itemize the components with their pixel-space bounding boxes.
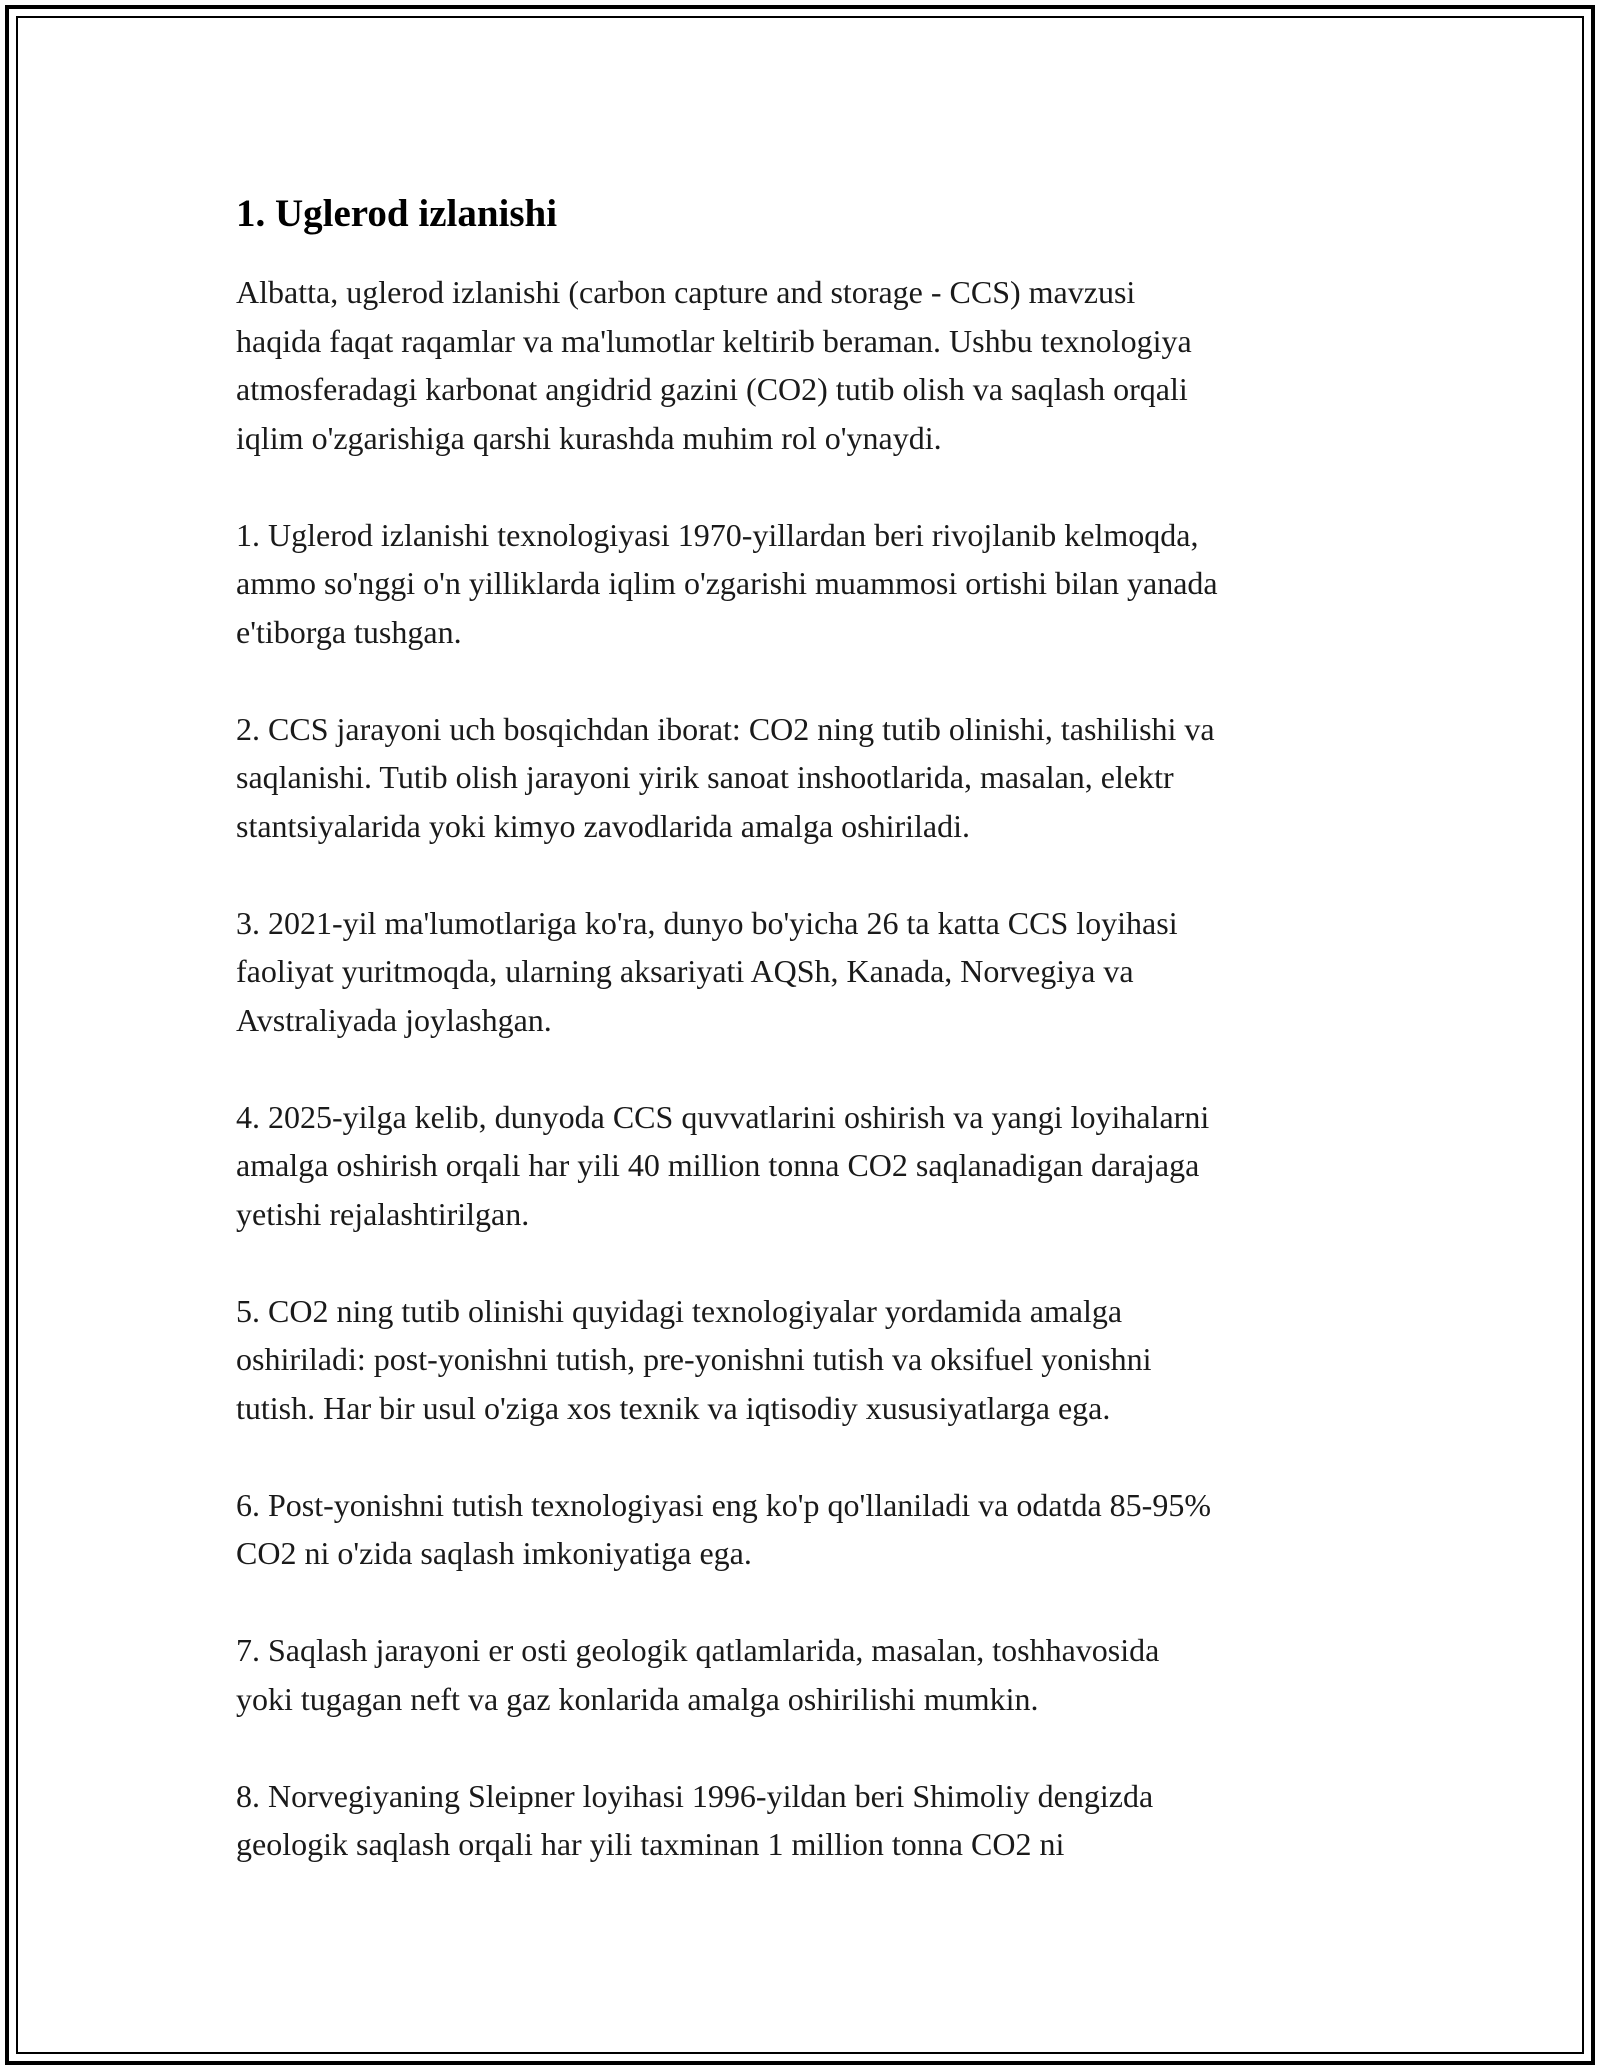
list-item-3: 3. 2021-yil ma'lumotlariga ko'ra, dunyo bo'yicha 26 ta katta CCS loyihasi faoliyat yuritmoqda, ularning aksariyati AQSh, Kanada, Norvegiya va Avstraliyada joylashgan. [236,904,1178,1038]
list-item-6: 6. Post-yonishni tutish texnologiyasi eng ko'p qo'llaniladi va odatda 85-95% CO2 ni o'zida saqlash imkoniyatiga ega. [236,1486,1211,1571]
list-item-7: 7. Saqlash jarayoni er osti geologik qatlamlarida, masalan, toshhavosida yoki tugagan neft va gaz konlarida amalga oshirilishi mumkin. [236,1632,1160,1717]
list-item-5: 5. CO2 ning tutib olinishi quyidagi texnologiyalar yordamida amalga oshiriladi: post-yonishni tutish, pre-yonishni tutish va oksifuel yonishni tutish. Har bir usul o'ziga xos texnik va iqtisodiy xususiyatlarga ega. [236,1292,1152,1426]
list-item-2: 2. CCS jarayoni uch bosqichdan iborat: CO2 ning tutib olinishi, tashilishi va saqlanishi. Tutib olish jarayoni yirik sanoat inshootlarida, masalan, elektr stantsiyalarida yoki kimyo zavodlarida amalga oshiriladi. [236,710,1215,844]
list-item-1: 1. Uglerod izlanishi texnologiyasi 1970-yillardan beri rivojlanib kelmoqda, ammo so'nggi o'n yilliklarda iqlim o'zgarishi muammosi ortishi bilan yanada e'tiborga tushgan. [236,516,1218,650]
intro-paragraph: Albatta, uglerod izlanishi (carbon capture and storage - CCS) mavzusi haqida faqat raqamlar va ma'lumotlar keltirib beraman. Ushbu texnologiya atmosferadagi karbonat angidrid gazini (CO2) tutib olish va saqlash orqali iqlim o'zgarishiga qarshi kurashda muhim rol o'ynaydi. [236,274,1192,456]
list-item-8: 8. Norvegiyaning Sleipner loyihasi 1996-yildan beri Shimoliy dengizda geologik saqlash orqali har yili taxminan 1 million tonna CO2 ni [236,1777,1154,1862]
page-title: 1. Uglerod izlanishi [236,192,558,235]
list-item-4: 4. 2025-yilga kelib, dunyoda CCS quvvatlarini oshirish va yangi loyihalarni amalga oshirish orqali har yili 40 million tonna CO2 saqlanadigan darajaga yetishi rejalashtirilgan. [236,1098,1210,1232]
document-body [236,190,1366,1869]
